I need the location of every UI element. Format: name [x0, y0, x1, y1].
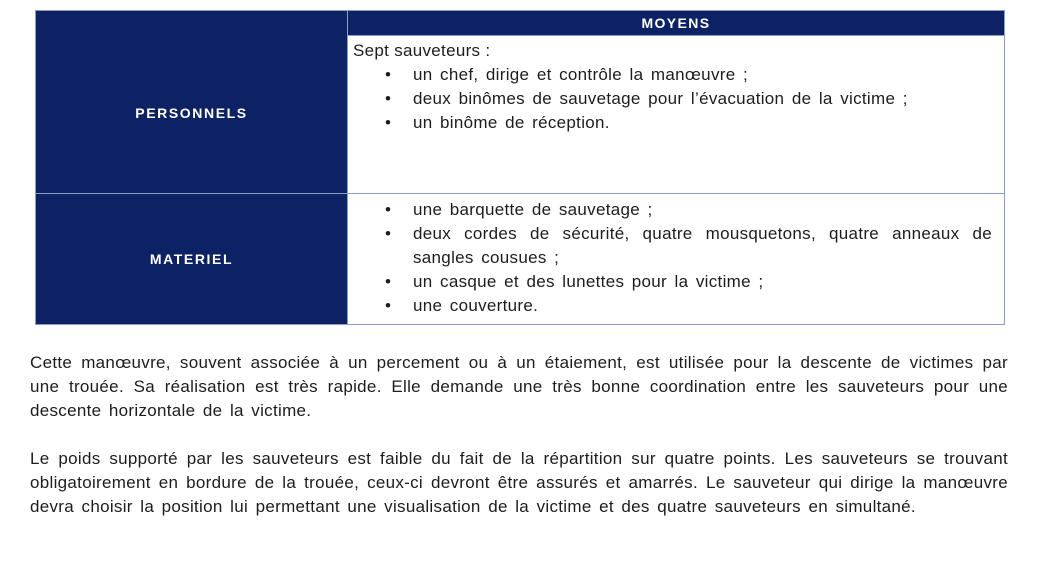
personnels-bullet-list [353, 63, 996, 135]
bullet-item: • un binôme de réception. [383, 111, 992, 135]
table-cell-personnels-content [348, 36, 1004, 194]
body-paragraph-2: Le poids supporté par les sauveteurs est faible du fait de la répartition sur quatre points. Les sauveteurs se trouvant obligatoirement en bordure de la trouée, ceux-ci devront être assurés et amarrés. Le sauveteur qui dirige la manœuvre devra choisir la position lui permettant une visualisation de la victime et des quatre sauveteurs en simultané. [30, 449, 1008, 516]
row-label-materiel: MATERIEL [149, 251, 234, 267]
bullet-item: • une couverture. [383, 294, 992, 318]
body-paragraph-1: Cette manœuvre, souvent associée à un percement ou à un étaiement, est utilisée pour la descente de victimes par une trouée. Sa réalisation est très rapide. Elle demande une très bonne coordination entre les sauveteurs pour une descente horizontale de la victime. [30, 353, 1008, 420]
personnels-intro: Sept sauveteurs : [353, 41, 491, 60]
row-label-personnels: PERSONNELS [135, 105, 248, 121]
moyens-table [35, 10, 1005, 325]
table-cell-personnels [36, 11, 348, 194]
bullet-item: • une barquette de sauvetage ; [383, 198, 992, 222]
materiel-bullet-list [353, 198, 996, 318]
bullet-item: • un casque et des lunettes pour la victime ; [383, 270, 992, 294]
table-cell-materiel-content [348, 194, 1004, 324]
bullet-item: • deux cordes de sécurité, quatre mousquetons, quatre anneaux de sangles cousues ; [383, 222, 992, 270]
bullet-item: • un chef, dirige et contrôle la manœuvre ; [383, 63, 992, 87]
table-header-moyens [348, 11, 1004, 36]
table-cell-materiel [36, 194, 348, 324]
bullet-item: • deux binômes de sauvetage pour l’évacuation de la victime ; [383, 87, 992, 111]
column-header-label: MOYENS [641, 15, 711, 31]
